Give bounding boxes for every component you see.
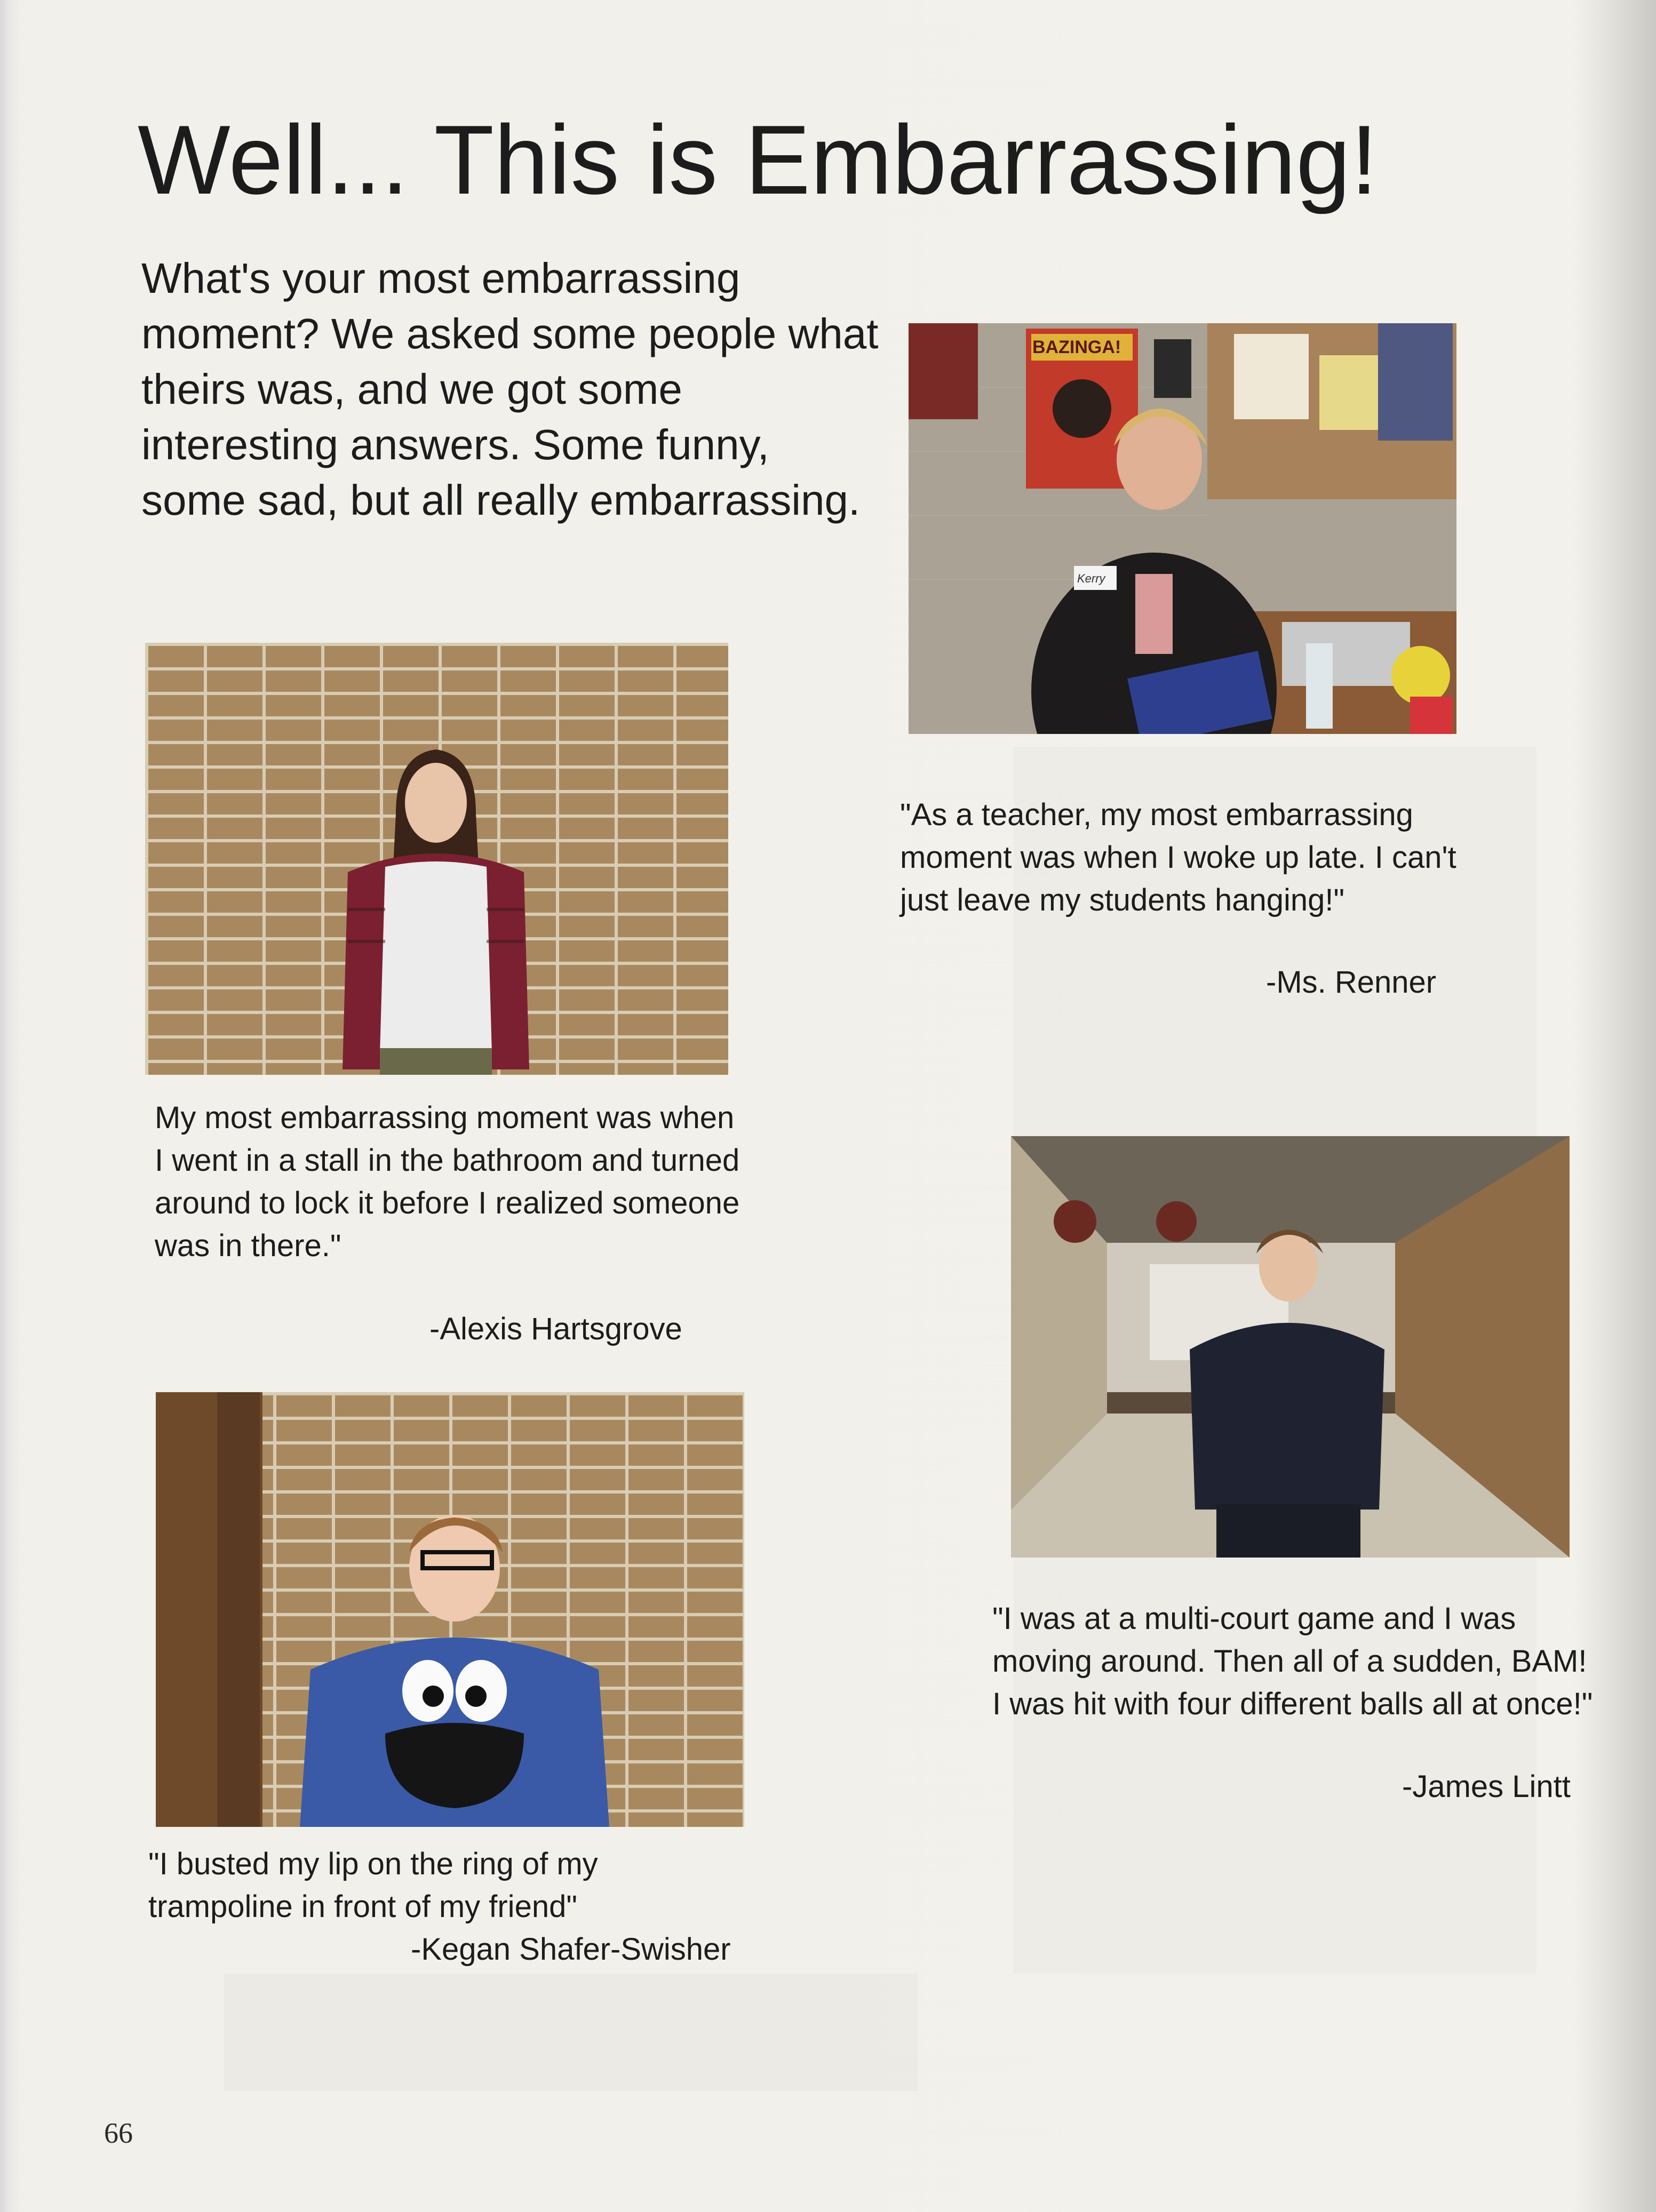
page-title: Well... This is Embarrassing! <box>138 105 1378 214</box>
attribution-kegan-shafer-swisher: -Kegan Shafer-Swisher <box>411 1932 731 1967</box>
attribution-james-lintt: -James Lintt <box>1402 1769 1571 1804</box>
photo-james <box>1011 1136 1570 1558</box>
page-number: 66 <box>104 2117 133 2149</box>
show-through-texture <box>224 1974 918 2091</box>
photo-alexis <box>145 643 728 1075</box>
teacher-photo-illustration <box>909 323 1456 734</box>
intro-paragraph: What's your most embarrassing moment? We asked some people what theirs was, and we got some interesting answers. Some funny, some sad, but all really embarrassing. <box>141 254 879 524</box>
name-badge-text: Kerry <box>1077 572 1105 585</box>
kegan-photo-illustration <box>156 1392 744 1827</box>
attribution-alexis-hartsgrove: -Alexis Hartsgrove <box>429 1312 682 1346</box>
photo-teacher <box>909 323 1456 734</box>
poster-text: BAZINGA! <box>1032 337 1121 357</box>
james-photo-illustration <box>1011 1136 1570 1558</box>
alexis-photo-illustration <box>145 643 728 1075</box>
quote-ms-renner: "As a teacher, my most embarrassing moment was when I woke up late. I can't just leave my students hanging!" <box>900 797 1456 917</box>
photo-kegan <box>156 1392 744 1827</box>
quote-alexis-hartsgrove: My most embarrassing moment was when I went in a stall in the bathroom and turned around to lock it before I realized someone was in there." <box>155 1100 740 1263</box>
attribution-ms-renner: -Ms. Renner <box>1266 965 1437 1000</box>
quote-kegan-shafer-swisher: "I busted my lip on the ring of my trampoline in front of my friend" <box>148 1847 598 1924</box>
quote-james-lintt: "I was at a multi-court game and I was moving around. Then all of a sudden, BAM! I was hit with four different balls all at once!" <box>992 1601 1593 1721</box>
